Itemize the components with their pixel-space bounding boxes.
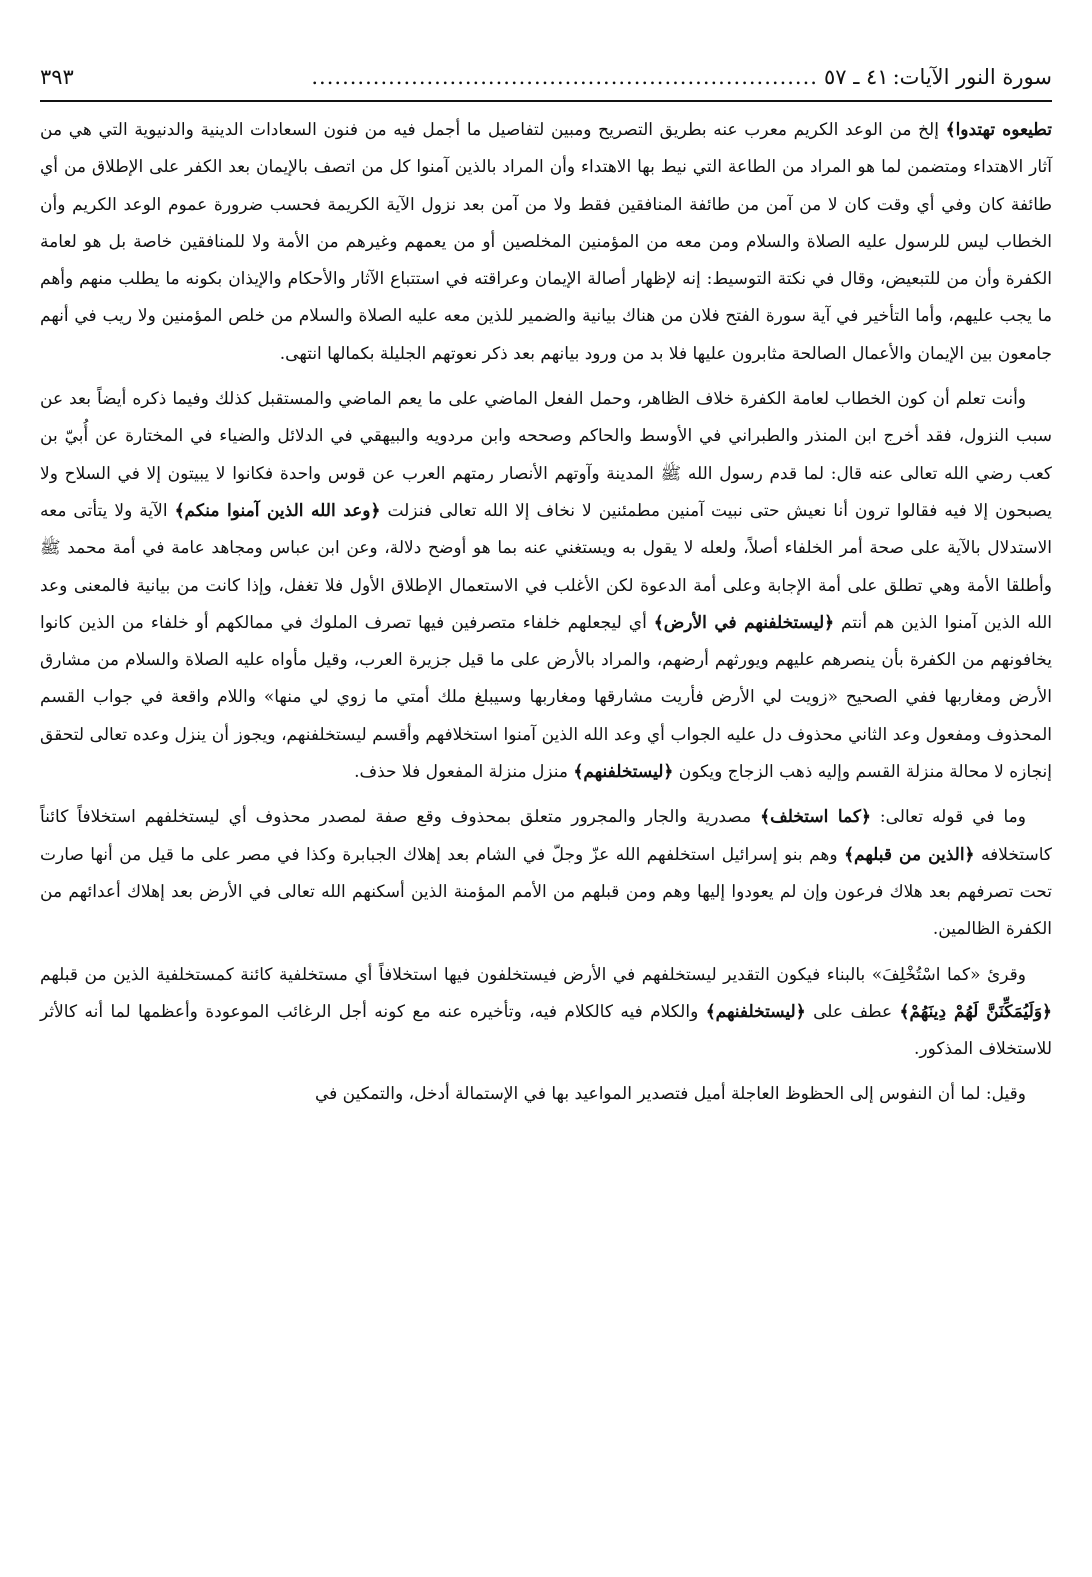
paragraph [40, 112, 1052, 373]
running-header [40, 62, 1052, 102]
text-segment: وما في قوله تعالى: [870, 807, 1026, 828]
paragraph [40, 1076, 1052, 1113]
page-number: ٣٩٣ [40, 65, 74, 89]
quran-quote: ﴿وعد الله الذين آمنوا منكم﴾ [174, 500, 381, 521]
commentary-text [40, 112, 1052, 1114]
text-segment: مصدرية والجار والمجرور متعلق بمحذوف وقع صفة لمصدر محذوف أي ليستخلفهم استخلافاً كائناً كاستخلافه [40, 807, 1053, 865]
text-segment: وقيل: لما أن النفوس إلى الحظوظ العاجلة أميل فتصدير المواعيد بها في الإستمالة أدخل، والتمكين في [314, 1084, 1026, 1105]
text-segment: منزل منزلة المفعول فلا حذف. [354, 762, 574, 783]
quran-quote: ﴿وَلَيُمَكِّنَنَّ لَهُمْ دِينَهُمْ﴾ [899, 1001, 1052, 1022]
quran-quote: ﴿الذين من قبلهم﴾ [844, 844, 975, 865]
paragraph [40, 381, 1052, 791]
text-segment: أي ليجعلهم خلفاء متصرفين فيها تصرف الملوك في ممالكهم أو خلفاء من الذين كانوا يخافونهم من الكفرة بأن ينصرهم عليهم ويورثهم أرضهم، والمراد بالأرض على ما قيل جزيرة العرب، وقيل مأواه عليه الصلاة والسلام من مشارق الأرض ومغاربها ففي الصحيح «زويت لي الأرض فأريت مشارقها ومغاربها وسيبلغ ملك أمتي ما زوي لي منها» واللام واقعة في جواب القسم المحذوف ومفعول وعد الثاني محذوف دل عليه الجواب أي وعد الله الذين آمنوا استخلافهم وأقسم ليستخلفنهم، ويجوز أن ينزل وعده تعالى لتحقق إنجازه لا محالة منزلة القسم وإليه ذهب الزجاج ويكون [40, 612, 1052, 783]
text-segment: وهم بنو إسرائيل استخلفهم الله عزّ وجلّ في الشام بعد إهلاك الجبابرة وكذا في مصر على ما قيل من أنها صارت تحت تصرفهم بعد هلاك فرعون وإن لم يعودوا إليها وهم ومن قبلهم من الأمم المؤمنة الذين أسكنهم الله تعالى في الأرض بعد إهلاك أعدائهم من الكفرة الظالمين. [40, 844, 1052, 940]
book-page [40, 62, 1052, 1122]
text-segment: الآية ولا يتأتى معه الاستدلال بالآية على صحة أمر الخلفاء أصلاً، ولعله لا يقول به ويستغني عنه بما هو أوضح دلالة، وعن ابن عباس ومجاهد عامة في أمة محمد ﷺ وأطلقا الأمة وهي تطلق على أمة الإجابة وعلى أمة الدعوة لكن الأغلب في الاستعمال الإطلاق الأول فلا تغفل، وإذا كانت من بيانية فالمعنى وعد الله الذين آمنوا الذين هم أنتم [40, 500, 1052, 633]
paragraph [40, 957, 1052, 1069]
dot-leader: .................................................................. [311, 65, 818, 89]
text-segment: عطف على [805, 1001, 900, 1022]
text-segment: وأنت تعلم أن كون الخطاب لعامة الكفرة خلاف الظاهر، وحمل الفعل الماضي على ما يعم الماضي والمستقبل كذلك وفيما ذكره أيضاً بعد عن سبب النزول، فقد أخرج ابن المنذر والطبراني في الأوسط والحاكم وصححه وابن مردويه والبيهقي في الدلائل والضياء في المختارة عن أُبيّ بن كعب رضي الله تعالى عنه قال: لما قدم رسول الله ﷺ المدينة وآوتهم الأنصار رمتهم العرب عن قوس واحدة فكانوا لا يبيتون إلا في السلاح ولا يصبحون إلا فيه فقالوا ترون أنا نعيش حتى نبيت آمنين مطمئنين لا نخاف إلا الله تعالى فنزلت [40, 389, 1052, 521]
quran-quote: تطيعوه تهتدوا﴾ [945, 120, 1052, 140]
quran-quote: ﴿ليستخلفنهم﴾ [573, 762, 674, 783]
text-segment: إلخ من الوعد الكريم معرب عنه بطريق التصريح ومبين لتفاصيل ما أجمل فيه من فنون السعادات الدينية والدنيوية التي هي من آثار الاهتداء ومتضمن لما هو المراد من الطاعة التي نيط بها الاهتداء وأن المراد بالذين آمنوا كل من اتصف بالإيمان بعد الكفر على الإطلاق من أي طائفة كان وفي أي وقت كان لا من آمن من طائفة المنافقين فقط ولا من آمن بعد نزول الآية الكريمة فحسب ضرورة عموم الوعد الكريم وأن الخطاب ليس للرسول عليه الصلاة والسلام ومن معه من المؤمنين المخلصين أو من يعمهم وغيرهم من الأمة ولا للمنافقين خاصة بل هو لعامة الكفرة وأن من للتبعيض، وقال في نكتة التوسيط: إنه لإظهار أصالة الإيمان وعراقته في استتباع الآثار والأحكام والإيذان بكونه ما يطلب منهم وأهم ما يجب عليهم، وأما التأخير في آية سورة الفتح فلان من هناك بيانية والضمير للذين معه عليه الصلاة والسلام من خلص المؤمنين ولا ريب في أنهم جامعون بين الإيمان والأعمال الصالحة مثابرون عليها فلا بد من ورود بيانهم بعد ذكر نعوتهم الجليلة بكمالها انتهى. [40, 120, 1052, 364]
quran-quote: ﴿ليستخلفنهم في الأرض﴾ [653, 612, 835, 633]
surah-title: سورة النور الآيات: [892, 65, 1052, 89]
text-segment: وقرئ «كما اسْتُخْلِفَ» بالبناء فيكون التقدير ليستخلفهم في الأرض فيستخلفون فيها استخلافاً أي مستخلفية كائنة كمستخلفية الذين من قبلهم [40, 964, 1026, 985]
text-segment: والكلام فيه كالكلام فيه، وتأخيره عنه مع كونه أجل الرغائب الموعودة وأعظمها لما أنه كالأثر للاستخلاف المذكور. [40, 1001, 1052, 1060]
quran-quote: ﴿كما استخلف﴾ [760, 807, 871, 828]
quran-quote: ﴿ليستخلفنهم﴾ [705, 1001, 806, 1022]
paragraph [40, 799, 1052, 948]
ayat-range: ٤١ ـ ٥٧ [823, 65, 889, 89]
